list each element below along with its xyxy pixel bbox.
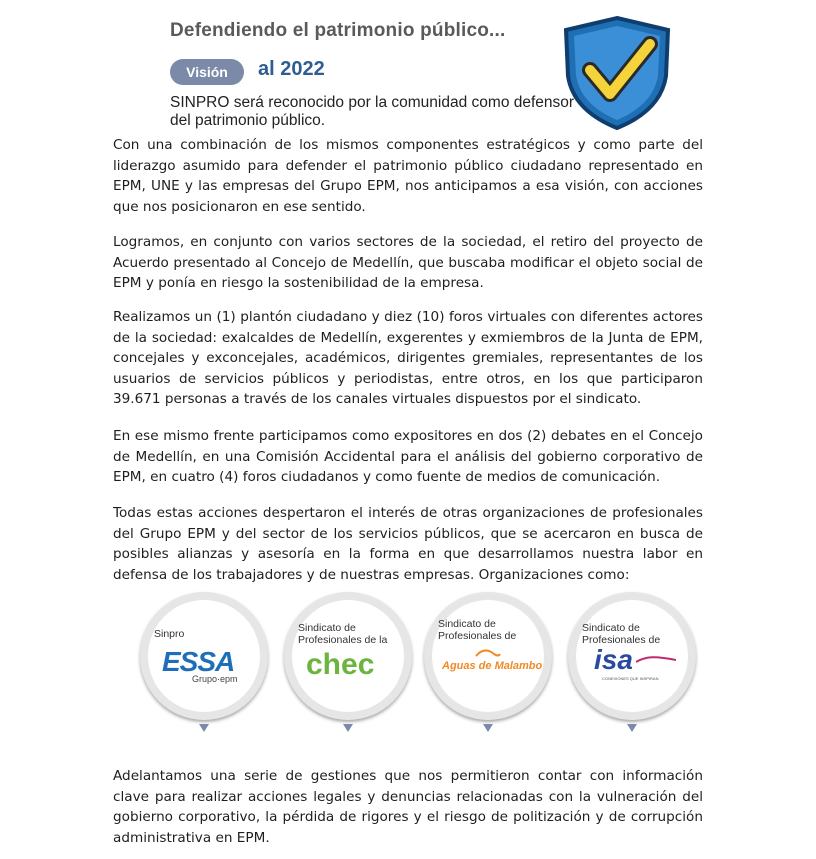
essa-logo: ESSA Grupo·epm [162, 646, 238, 684]
organizations-row [140, 592, 700, 742]
shield-check-icon [556, 14, 678, 130]
vision-year: al 2022 [258, 58, 325, 80]
org-malambo [424, 592, 552, 742]
vision-banner [148, 12, 692, 130]
org-essa [140, 592, 268, 742]
vision-statement: SINPRO será reconocido por la comunidad como defensor del patrimonio público. [170, 94, 575, 129]
paragraph-5: Todas estas acciones despertaron el interés de otras organizaciones de profesionales del Grupo EPM y del sector de los servicios públicos, que se acercaron en busca de posibles alianzas y asesoría en la forma en que desarrollamos nuestra labor en defensa de los trabajadores y de nuestras empresas. Organizaciones como: [113, 505, 703, 583]
org-title: Sindicato de Profesionales de la [298, 622, 388, 646]
wave-icon [474, 648, 502, 660]
malambo-logo: Aguas de Malambo [434, 644, 542, 684]
org-chec [284, 592, 412, 742]
org-isa [568, 592, 696, 742]
swoosh-icon [636, 656, 676, 666]
paragraph-4: En ese mismo frente participamos como expositores en dos (2) debates en el Concejo de Medellín, en una Comisión Accidental para el análisis del gobierno corporativo de EPM, en cuatro (4) foros ciudadanos y como fuente de medios de comunicación. [113, 428, 703, 485]
org-title: Sinpro [154, 628, 185, 640]
paragraph-2: Logramos, en conjunto con varios sectores de la sociedad, el retiro del proyecto de Acuerdo presentado al Concejo de Medellín, que buscaba modificar el objeto social de EPM y ponía en riesgo la sostenibilidad de la empresa. [113, 234, 703, 291]
paragraph-6: Adelantamos una serie de gestiones que nos permitieron contar con información clave para realizar acciones legales y denuncias relacionadas con la vulneración del gobierno corporativo, la pérdida de rigores y el riesgo de politización y de corrupción administrativa en EPM. [113, 768, 703, 846]
chec-logo: chec [306, 648, 375, 681]
banner-title: Defendiendo el patrimonio público... [170, 20, 506, 41]
org-title: Sindicato de Profesionales de [582, 622, 661, 646]
vision-label: Visión [170, 59, 244, 85]
isa-logo: isa CONEXIONES QUE INSPIRAN [578, 644, 686, 684]
org-title: Sindicato de Profesionales de [438, 618, 517, 642]
paragraph-3: Realizamos un (1) plantón ciudadano y diez (10) foros virtuales con diferentes actores de la sociedad: exalcaldes de Medellín, exgerentes y exmiembros de la Junta de EPM, concejales y exconcejales, académicos, dirigentes gremiales, representantes de los usuarios de servicios públicos y periodistas, entre otros, en los que participaron 39.671 personas a través de los canales virtuales dispuestos por el sindicato. [113, 309, 703, 407]
paragraph-1: Con una combinación de los mismos componentes estratégicos y como parte del liderazgo asumido para defender el patrimonio público ciudadano representado en EPM, UNE y las empresas del Grupo EPM, nos anticipamos a esa visión, con acciones que nos posicionaron en ese sentido. [113, 137, 703, 215]
